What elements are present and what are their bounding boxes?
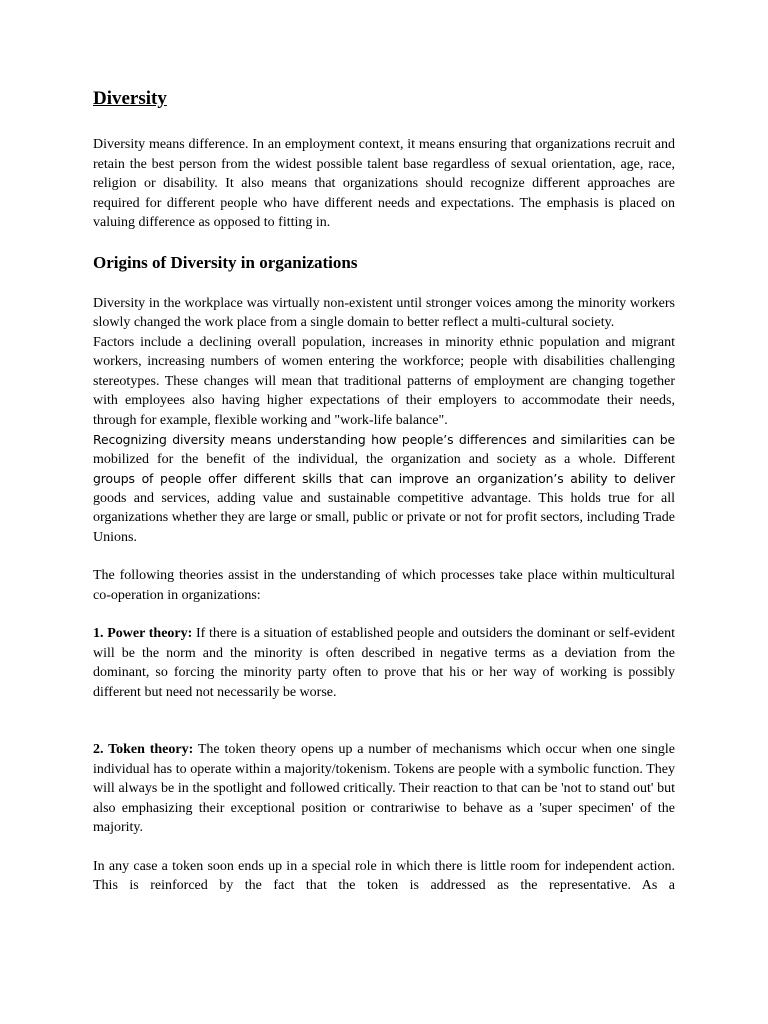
token-theory-paragraph bbox=[93, 740, 675, 838]
theories-intro-paragraph: The following theories assist in the understanding of which processes take place within multicultural co-operation in organizations: bbox=[93, 568, 675, 603]
intro-paragraph: Diversity means difference. In an employment context, it means ensuring that organizations recruit and retain the best person from the widest possible talent base regardless of sexual orientation, age, race, religion or disability. It also means that organizations should recognize different approaches are required for different people who have different needs and expectations. The emphasis is placed on valuing difference as opposed to fitting in. bbox=[93, 137, 675, 230]
document-title: Diversity bbox=[93, 88, 167, 109]
origins-block bbox=[93, 294, 675, 548]
section-heading-origins: Origins of Diversity in organizations bbox=[93, 252, 358, 272]
token-theory-text: The token theory opens up a number of mechanisms which occur when one single individual has to operate within a majority/tokenism. Tokens are people with a symbolic function. They will always be in the spotlight and followed critically. Their reaction to that can be 'not to stand out' but also emphasizing their exceptional position or contrariwise to behave as a 'super specimen' of the majority. bbox=[93, 742, 675, 835]
origins-paragraph-3-line-2: mobilized for the benefit of the individual, the organization and society as a whole. Different bbox=[93, 451, 675, 467]
origins-paragraph-2: Factors include a declining overall population, increases in minority ethnic population and migrant workers, increasing numbers of women entering the workforce; people with disabilities challenging stereotypes. These changes will mean that traditional patterns of employment are changing together with employees also having higher expectations of their employers to accommodate their needs, through for example, flexible working and "work-life balance". bbox=[93, 334, 675, 428]
power-theory-paragraph bbox=[93, 624, 675, 702]
token-theory-label: 2. Token theory: bbox=[93, 742, 194, 757]
power-theory-label: 1. Power theory: bbox=[93, 626, 193, 641]
origins-paragraph-3-line-3: groups of people offer different skills that can improve an organization’s ability to deliver bbox=[93, 471, 675, 486]
origins-paragraph-1: Diversity in the workplace was virtually non-existent until stronger voices among the minority workers slowly changed the work place from a single domain to better reflect a multi-cultural society. bbox=[93, 295, 675, 330]
document-page bbox=[93, 88, 675, 896]
origins-paragraph-3-line-1: Recognizing diversity means understanding how people’s differences and similarities can be bbox=[93, 432, 675, 447]
token-followup-paragraph: In any case a token soon ends up in a special role in which there is little room for independent action. This is reinforced by the fact that the token is addressed as the representative. As a bbox=[93, 858, 675, 893]
origins-paragraph-3-rest: goods and services, adding value and sustainable competitive advantage. This holds true for all organizations whether they are large or small, public or private or not for profit sectors, including Trade Unions. bbox=[93, 490, 675, 545]
power-theory-text: If there is a situation of established people and outsiders the dominant or self-evident will be the norm and the minority is often described in negative terms as a deviation from the dominant, so forcing the minority party often to prove that his or her way of working is possibly different but need not necessarily be worse. bbox=[93, 626, 675, 700]
